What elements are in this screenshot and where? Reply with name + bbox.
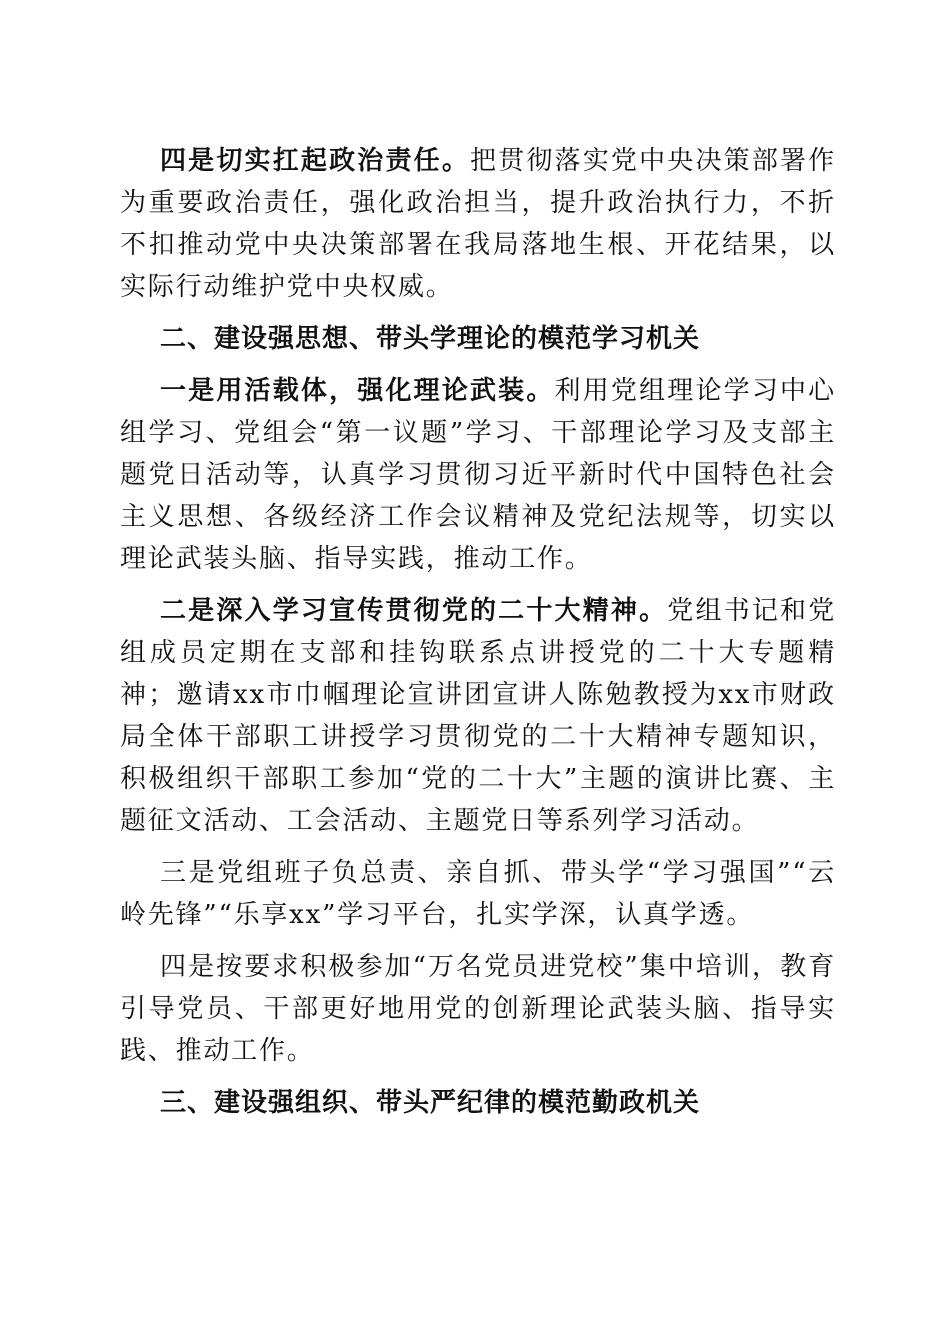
paragraph-party-school-training	[120, 946, 836, 1072]
spacer	[120, 1072, 836, 1082]
paragraph-body: 四是按要求积极参加“万名党员进党校”集中培训，教育引导党员、干部更好地用党的创新理论武装头脑、指导实践、推动工作。	[120, 952, 836, 1066]
spacer	[120, 360, 836, 370]
paragraph-body: 把贯彻落实党中央决策部署作为重要政治责任，强化政治担当，提升政治执行力，不折不扣推动党中央决策部署在我局落地生根、开花结果，以实际行动维护党中央权威。	[120, 146, 836, 302]
paragraph-body: 三是党组班子负总责、亲自抓、带头学“学习强国”“云岭先锋”“乐享xx”学习平台，扎实学深，认真学透。	[120, 858, 836, 930]
paragraph-body: 党组书记和党组成员定期在支部和挂钩联系点讲授党的二十大专题精神；邀请xx市巾帼理论宣讲团宣讲人陈勉教授为xx市财政局全体干部职工讲授学习贯彻党的二十大精神专题知识，积极组织干部职工参加“党的二十大”主题的演讲比赛、主题征文活动、工会活动、主题党日等系列学习活动。	[120, 596, 836, 836]
spacer	[120, 842, 836, 852]
paragraph-twentieth-congress	[120, 590, 836, 842]
section-heading-2: 二、建设强思想、带头学理论的模范学习机关	[160, 324, 701, 354]
paragraph-learning-platforms	[120, 852, 836, 936]
paragraph-political-responsibility	[120, 140, 836, 308]
section-heading-3: 三、建设强组织、带头严纪律的模范勤政机关	[160, 1088, 701, 1118]
spacer	[120, 580, 836, 590]
paragraph-body: 利用党组理论学习中心组学习、党组会“第一议题”学习、干部理论学习及支部主题党日活动等，认真学习贯彻习近平新时代中国特色社会主义思想、各级经济工作会议精神及党纪法规等，切实以理论武装头脑、指导实践，推动工作。	[120, 376, 836, 574]
paragraph-lead: 四是切实扛起政治责任。	[160, 146, 470, 176]
spacer	[120, 936, 836, 946]
paragraph-theory-study	[120, 370, 836, 580]
paragraph-lead: 一是用活载体，强化理论武装。	[160, 376, 555, 406]
document-page	[120, 140, 836, 1124]
spacer	[120, 308, 836, 318]
paragraph-lead: 二是深入学习宣传贯彻党的二十大精神。	[160, 596, 668, 626]
